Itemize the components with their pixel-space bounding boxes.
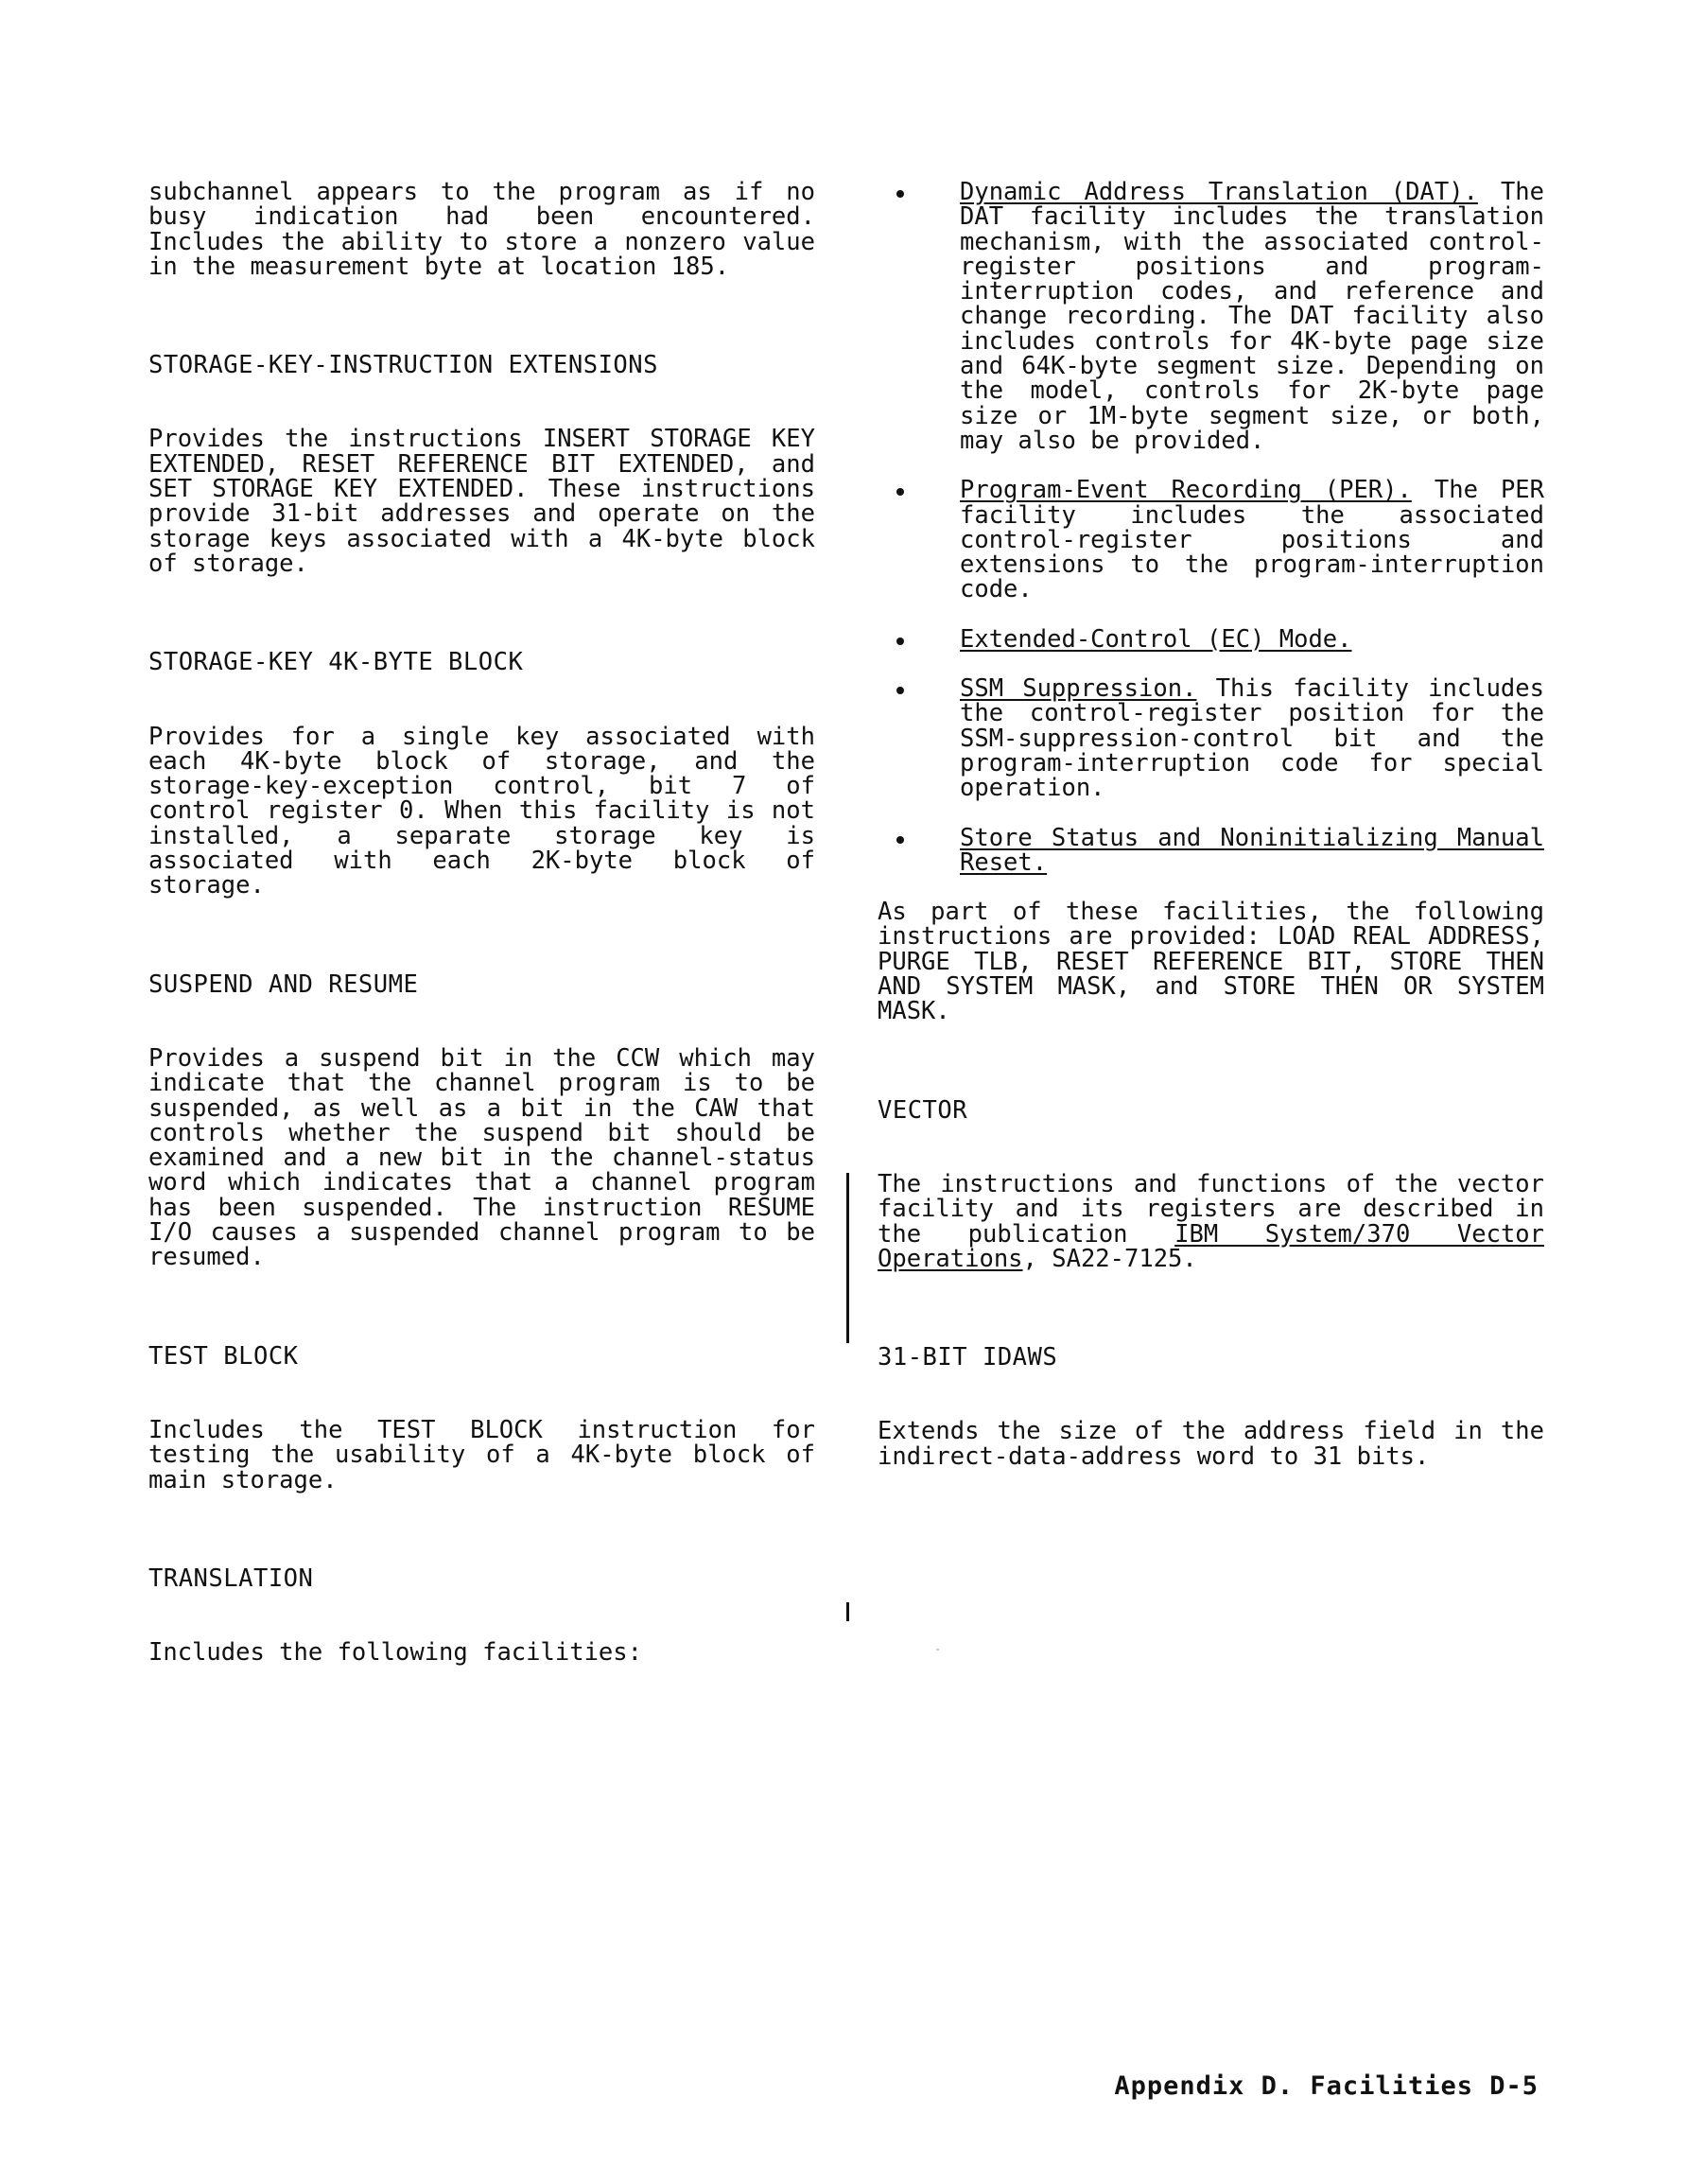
section-heading-31-bit-idaws: 31-BIT IDAWS xyxy=(878,1343,1058,1372)
revision-bar xyxy=(846,1173,849,1343)
bullet-icon xyxy=(896,638,904,645)
section-body-test-block: Includes the TEST BLOCK instruction for testing the usability of a 4K-byte block of main storage. xyxy=(148,1415,815,1494)
bullet-title: Program-Event Recording (PER). xyxy=(960,476,1412,505)
section-heading-translation: TRANSLATION xyxy=(148,1564,314,1593)
list-item xyxy=(878,624,1544,654)
list-item xyxy=(878,823,1544,877)
section-heading-suspend-and-resume: SUSPEND AND RESUME xyxy=(148,970,419,999)
bullet-title: Store Status and Noninitializing Manual Reset. xyxy=(960,823,1544,877)
list-item xyxy=(878,180,1544,453)
after-bullets-paragraph: As part of these facilities, the following instructions are provided: LOAD REAL ADDRESS, PURGE TLB, RESET REFERENCE BIT, STORE THEN AND SYSTEM MASK, and STORE THEN OR SYSTEM MASK. xyxy=(878,898,1544,1026)
section-body-translation: Includes the following facilities: xyxy=(148,1638,642,1668)
revision-bar xyxy=(846,1602,849,1621)
section-body-suspend-and-resume: Provides a suspend bit in the CCW which may indicate that the channel program is to be suspended, as well as a bit in the CAW that controls whether the suspend bit should be examined and a new bit in the channel-status word which indicates that a channel program has been suspended. The instruction RESUME I/O causes a suspended channel program to be resumed. xyxy=(148,1043,815,1272)
left-column xyxy=(148,178,815,1668)
section-body-vector: The instructions and functions of the vector facility and its registers are described in the publication IBM System/370 Vector Operations, SA22-7125. xyxy=(878,1169,1544,1273)
list-item xyxy=(878,674,1544,803)
publication-title: IBM System/370 Vector Operations xyxy=(878,1219,1544,1273)
bullet-icon xyxy=(896,488,904,496)
section-heading-storage-key-instruction-extensions: STORAGE-KEY-INSTRUCTION EXTENSIONS xyxy=(148,351,658,380)
intro-paragraph: subchannel appears to the program as if no busy indication had been encountered. Includes the ability to store a nonzero value in the measurement byte at location 185. xyxy=(148,178,815,281)
scan-mark xyxy=(936,1649,939,1651)
section-body-storage-key-instruction-extensions: Provides the instructions INSERT STORAGE KEY EXTENDED, RESET REFERENCE BIT EXTENDED, and SET STORAGE KEY EXTENDED. These instructions provide 31-bit addresses and operate on the storage keys associated with a 4K-byte block of storage. xyxy=(148,425,815,578)
bullet-title: SSM Suppression. xyxy=(960,674,1197,704)
section-heading-storage-key-4k-byte-block: STORAGE-KEY 4K-BYTE BLOCK xyxy=(148,648,524,677)
list-item xyxy=(878,478,1544,602)
right-column xyxy=(878,180,1544,1469)
bullet-title: Extended-Control (EC) Mode. xyxy=(960,624,1352,654)
facility-bullet-list xyxy=(878,180,1544,875)
bullet-body: This facility includes the control-register position for the SSM-suppression-control bit and the program-interruption code for special operation. xyxy=(960,674,1544,803)
bullet-body: The DAT facility includes the translation mechanism, with the associated control-register positions and program-interruption codes, and reference and change recording. The DAT facility also includes controls for 4K-byte page size and 64K-byte segment size. Depending on the model, controls for 2K-byte page size or 1M-byte segment size, or both, may also be provided. xyxy=(960,178,1545,455)
bullet-title: Dynamic Address Translation (DAT). xyxy=(960,178,1478,206)
bullet-icon xyxy=(896,190,904,198)
bullet-icon xyxy=(896,836,904,844)
section-heading-vector: VECTOR xyxy=(878,1095,968,1125)
section-heading-test-block: TEST BLOCK xyxy=(148,1341,299,1371)
section-body-storage-key-4k-byte-block: Provides for a single key associated with each 4K-byte block of storage, and the storage-key-exception control, bit 7 of control register 0. When this facility is not installed, a separate storage key is associated with each 2K-byte block of storage. xyxy=(148,722,815,900)
page-footer: Appendix D. Facilities D-5 xyxy=(1114,2071,1539,2101)
bullet-body: The PER facility includes the associated control-register positions and extensions to the program-interruption code. xyxy=(960,476,1545,604)
bullet-icon xyxy=(896,687,904,694)
section-body-31-bit-idaws: Extends the size of the address field in the indirect-data-address word to 31 bits. xyxy=(878,1417,1544,1471)
